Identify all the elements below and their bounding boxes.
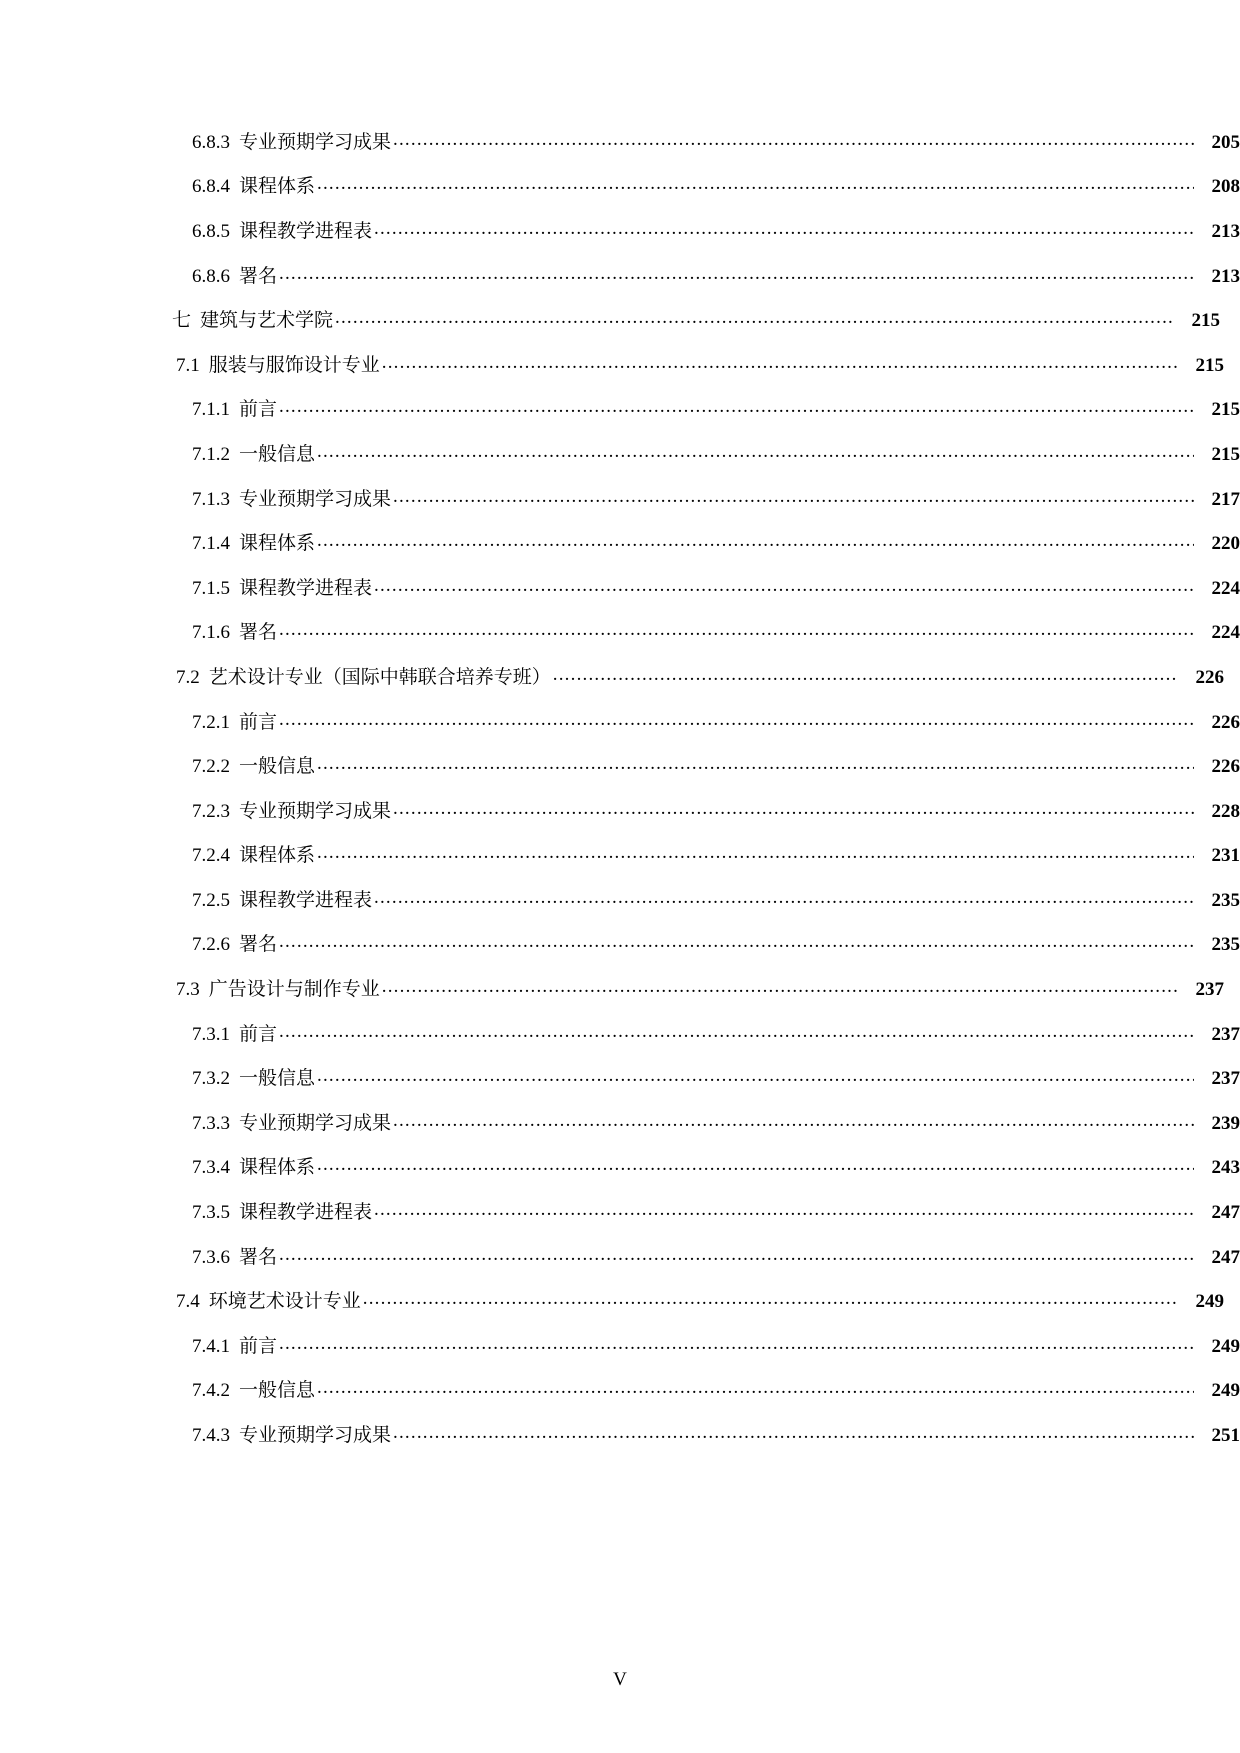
- toc-entry-number: 7.3.4: [192, 1157, 230, 1179]
- toc-entry[interactable]: [96, 298, 1220, 343]
- toc-leader-dots: [374, 219, 1194, 238]
- toc-entry-title: 建筑与艺术学院: [200, 310, 334, 332]
- toc-entry[interactable]: [96, 254, 1240, 299]
- toc-entry-page: 237: [1211, 1023, 1240, 1045]
- toc-entry-page: 249: [1195, 1291, 1224, 1313]
- toc-entry[interactable]: [96, 789, 1240, 834]
- toc-entry-number: 7.2.5: [192, 889, 230, 911]
- toc-entry-number: 6.8.6: [192, 265, 230, 287]
- toc-entry[interactable]: [96, 967, 1224, 1012]
- toc-entry-title: 前言: [239, 711, 278, 733]
- toc-entry-page: 215: [1195, 354, 1224, 376]
- toc-leader-dots: [393, 130, 1194, 149]
- toc-entry-number: 6.8.3: [192, 131, 230, 153]
- toc-entry-title: 前言: [239, 1335, 278, 1357]
- toc-entry-title: 专业预期学习成果: [239, 800, 392, 822]
- toc-entry-number: 7.2.1: [192, 711, 230, 733]
- toc-leader-dots: [317, 1066, 1194, 1085]
- toc-entry[interactable]: [96, 477, 1240, 522]
- toc-entry-page: 215: [1211, 399, 1240, 421]
- toc-entry-title: 前言: [239, 1023, 278, 1045]
- toc-entry-number: 7.2.2: [192, 756, 230, 778]
- toc-entry[interactable]: [96, 566, 1240, 611]
- toc-entry-title: 署名: [239, 1246, 278, 1268]
- toc-entry-page: 213: [1211, 265, 1240, 287]
- toc-entry-page: 251: [1211, 1425, 1240, 1447]
- toc-entry-number: 7.2.6: [192, 934, 230, 956]
- toc-entry-number: 7.2.3: [192, 800, 230, 822]
- toc-entry-page: 213: [1211, 220, 1240, 242]
- toc-entry-number: 7.1.3: [192, 488, 230, 510]
- toc-leader-dots: [279, 397, 1194, 416]
- toc-entry-number: 7.1.5: [192, 577, 230, 599]
- toc-entry-page: 224: [1211, 577, 1240, 599]
- table-of-contents: [96, 120, 1240, 1458]
- toc-entry-title: 课程教学进程表: [239, 577, 373, 599]
- toc-leader-dots: [317, 531, 1194, 550]
- toc-leader-dots: [374, 888, 1194, 907]
- toc-entry-page: 243: [1211, 1157, 1240, 1179]
- toc-entry[interactable]: [96, 432, 1240, 477]
- toc-entry-number: 7.4.1: [192, 1335, 230, 1357]
- toc-entry-number: 7.3.3: [192, 1112, 230, 1134]
- toc-entry-number: 7.1: [176, 354, 200, 376]
- toc-entry[interactable]: [96, 1369, 1240, 1414]
- toc-entry[interactable]: [96, 1190, 1240, 1235]
- toc-entry-title: 署名: [239, 934, 278, 956]
- toc-entry-page: 237: [1195, 979, 1224, 1001]
- toc-entry-page: 239: [1211, 1112, 1240, 1134]
- toc-leader-dots: [317, 754, 1194, 773]
- toc-entry-page: 228: [1211, 800, 1240, 822]
- toc-leader-dots: [393, 1111, 1194, 1130]
- toc-entry-page: 247: [1211, 1246, 1240, 1268]
- toc-entry-number: 7.4.3: [192, 1425, 230, 1447]
- toc-entry-page: 237: [1211, 1068, 1240, 1090]
- toc-entry-title: 课程体系: [239, 176, 316, 198]
- toc-entry[interactable]: [96, 878, 1240, 923]
- toc-entry[interactable]: [96, 1279, 1224, 1324]
- toc-entry-page: 224: [1211, 622, 1240, 644]
- toc-leader-dots: [279, 620, 1194, 639]
- toc-entry-title: 课程体系: [239, 845, 316, 867]
- toc-leader-dots: [317, 442, 1194, 461]
- toc-entry-number: 七: [172, 310, 192, 332]
- toc-entry[interactable]: [96, 1413, 1240, 1458]
- toc-entry-number: 7.1.6: [192, 622, 230, 644]
- page-number: V: [613, 1669, 627, 1690]
- toc-entry-page: 220: [1211, 533, 1240, 555]
- toc-entry-title: 署名: [239, 265, 278, 287]
- toc-leader-dots: [279, 1334, 1194, 1353]
- toc-entry-title: 课程教学进程表: [239, 220, 373, 242]
- toc-entry[interactable]: [96, 1324, 1240, 1369]
- toc-entry-page: 231: [1211, 845, 1240, 867]
- toc-leader-dots: [317, 1155, 1194, 1174]
- toc-entry-title: 艺术设计专业（国际中韩联合培养专班）: [208, 666, 551, 688]
- toc-entry-title: 专业预期学习成果: [239, 488, 392, 510]
- toc-leader-dots: [553, 665, 1178, 684]
- toc-entry[interactable]: [96, 655, 1224, 700]
- toc-entry-title: 前言: [239, 399, 278, 421]
- toc-entry-number: 7.3.1: [192, 1023, 230, 1045]
- toc-entry-title: 署名: [239, 622, 278, 644]
- toc-entry[interactable]: [96, 923, 1240, 968]
- toc-entry-page: 249: [1211, 1380, 1240, 1402]
- toc-entry[interactable]: [96, 1056, 1240, 1101]
- toc-entry-page: 205: [1211, 131, 1240, 153]
- toc-entry-number: 7.1.4: [192, 533, 230, 555]
- toc-leader-dots: [279, 932, 1194, 951]
- toc-entry[interactable]: [96, 1146, 1240, 1191]
- toc-leader-dots: [363, 1289, 1178, 1308]
- toc-entry-number: 6.8.5: [192, 220, 230, 242]
- toc-leader-dots: [382, 353, 1178, 372]
- toc-entry-number: 7.4.2: [192, 1380, 230, 1402]
- toc-entry-page: 208: [1211, 176, 1240, 198]
- toc-entry-number: 7.2: [176, 666, 200, 688]
- toc-entry[interactable]: [96, 165, 1240, 210]
- toc-entry-number: 7.1.2: [192, 443, 230, 465]
- toc-entry-title: 专业预期学习成果: [239, 1112, 392, 1134]
- toc-leader-dots: [393, 487, 1194, 506]
- toc-entry-number: 7.3.2: [192, 1068, 230, 1090]
- toc-leader-dots: [393, 799, 1194, 818]
- toc-entry[interactable]: [96, 1101, 1240, 1146]
- toc-entry[interactable]: [96, 611, 1240, 656]
- toc-leader-dots: [279, 1245, 1194, 1264]
- toc-entry-title: 一般信息: [239, 1068, 316, 1090]
- toc-leader-dots: [335, 308, 1174, 327]
- toc-entry-title: 课程体系: [239, 533, 316, 555]
- toc-entry[interactable]: [96, 744, 1240, 789]
- toc-entry-number: 7.3: [176, 979, 200, 1001]
- toc-entry-title: 一般信息: [239, 443, 316, 465]
- toc-entry-title: 专业预期学习成果: [239, 131, 392, 153]
- toc-entry[interactable]: [96, 521, 1240, 566]
- toc-entry-number: 6.8.4: [192, 176, 230, 198]
- toc-entry-title: 一般信息: [239, 1380, 316, 1402]
- toc-entry-page: 226: [1211, 756, 1240, 778]
- toc-entry-title: 专业预期学习成果: [239, 1425, 392, 1447]
- toc-entry-title: 服装与服饰设计专业: [208, 354, 380, 376]
- toc-entry[interactable]: [96, 1012, 1240, 1057]
- toc-entry-page: 226: [1195, 666, 1224, 688]
- toc-entry[interactable]: [96, 343, 1224, 388]
- toc-leader-dots: [382, 977, 1178, 996]
- toc-entry-page: 235: [1211, 934, 1240, 956]
- toc-entry-number: 7.4: [176, 1291, 200, 1313]
- toc-entry-title: 课程教学进程表: [239, 1202, 373, 1224]
- toc-entry-page: 249: [1211, 1335, 1240, 1357]
- toc-entry-number: 7.3.5: [192, 1202, 230, 1224]
- toc-entry-page: 247: [1211, 1202, 1240, 1224]
- toc-entry-number: 7.3.6: [192, 1246, 230, 1268]
- toc-entry[interactable]: [96, 700, 1240, 745]
- toc-entry[interactable]: [96, 209, 1240, 254]
- toc-leader-dots: [374, 1200, 1194, 1219]
- toc-leader-dots: [393, 1423, 1194, 1442]
- toc-leader-dots: [374, 576, 1194, 595]
- toc-entry-page: 226: [1211, 711, 1240, 733]
- toc-entry-title: 广告设计与制作专业: [208, 979, 380, 1001]
- toc-entry-title: 环境艺术设计专业: [208, 1291, 361, 1313]
- toc-entry-number: 7.2.4: [192, 845, 230, 867]
- toc-entry-page: 215: [1191, 310, 1220, 332]
- toc-entry[interactable]: [96, 834, 1240, 879]
- toc-entry-page: 217: [1211, 488, 1240, 510]
- toc-entry[interactable]: [96, 388, 1240, 433]
- toc-leader-dots: [317, 843, 1194, 862]
- toc-entry-title: 一般信息: [239, 756, 316, 778]
- toc-entry-number: 7.1.1: [192, 399, 230, 421]
- toc-entry-page: 235: [1211, 889, 1240, 911]
- toc-entry-title: 课程教学进程表: [239, 889, 373, 911]
- toc-entry[interactable]: [96, 1235, 1240, 1280]
- toc-leader-dots: [317, 174, 1194, 193]
- toc-entry-title: 课程体系: [239, 1157, 316, 1179]
- toc-leader-dots: [317, 1378, 1194, 1397]
- toc-leader-dots: [279, 710, 1194, 729]
- toc-entry-page: 215: [1211, 443, 1240, 465]
- toc-leader-dots: [279, 264, 1194, 283]
- toc-leader-dots: [279, 1022, 1194, 1041]
- toc-entry[interactable]: [96, 120, 1240, 165]
